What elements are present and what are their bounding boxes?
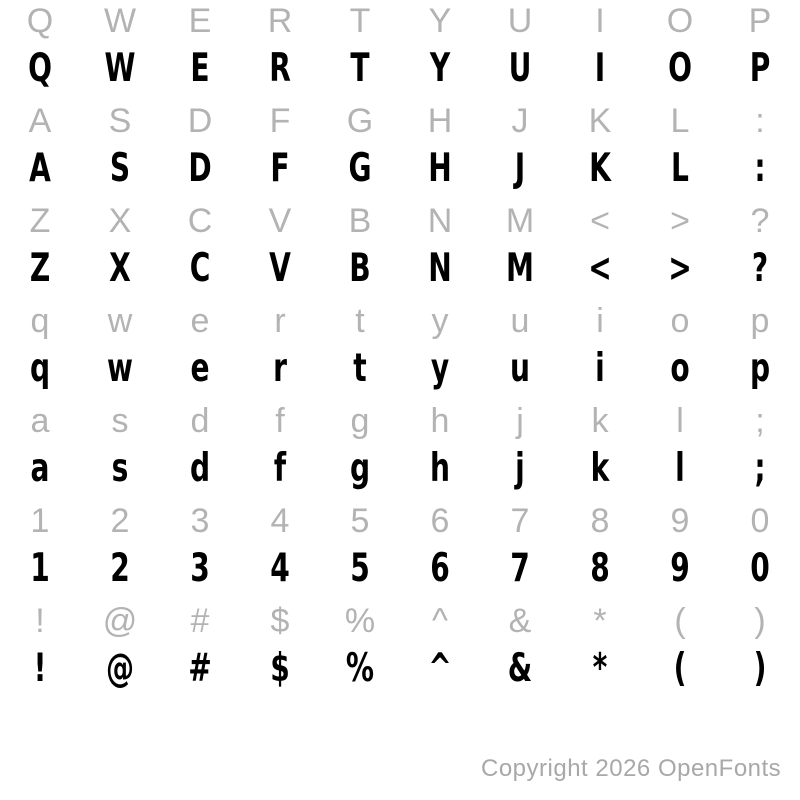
reference-glyph: y: [431, 302, 449, 340]
specimen-glyph: 2: [110, 546, 130, 591]
reference-glyph: w: [107, 302, 133, 340]
specimen-glyph: :: [754, 146, 766, 191]
reference-glyph: t: [355, 302, 365, 340]
specimen-glyph: k: [590, 446, 610, 491]
specimen-glyph: >: [668, 246, 692, 291]
reference-glyph: E: [188, 2, 212, 40]
specimen-row-uppercase-top-row: [0, 44, 800, 94]
reference-glyph: B: [348, 202, 372, 240]
specimen-glyph: %: [345, 646, 375, 691]
reference-row-symbols-row: [0, 596, 800, 646]
reference-glyph: h: [430, 402, 450, 440]
reference-glyph: @: [102, 602, 138, 640]
reference-glyph: u: [510, 302, 530, 340]
reference-glyph: :: [755, 102, 765, 140]
reference-row-uppercase-home-row: [0, 96, 800, 146]
reference-glyph: ;: [755, 402, 765, 440]
specimen-glyph: I: [594, 46, 606, 91]
specimen-glyph: o: [670, 346, 690, 391]
reference-glyph: K: [588, 102, 612, 140]
specimen-glyph: T: [350, 46, 370, 91]
specimen-glyph: K: [589, 146, 611, 191]
specimen-glyph: h: [429, 446, 450, 491]
reference-glyph: f: [275, 402, 285, 440]
specimen-glyph: U: [508, 46, 532, 91]
specimen-glyph: y: [430, 346, 450, 391]
specimen-glyph: 9: [670, 546, 690, 591]
specimen-glyph: ?: [751, 246, 769, 291]
reference-glyph: 2: [110, 502, 130, 540]
specimen-glyph: !: [33, 646, 47, 691]
reference-glyph: 6: [430, 502, 450, 540]
reference-glyph: 3: [190, 502, 210, 540]
specimen-glyph: D: [188, 146, 212, 191]
specimen-glyph: <: [588, 246, 612, 291]
reference-glyph: 8: [590, 502, 610, 540]
specimen-glyph: u: [509, 346, 530, 391]
reference-glyph: q: [30, 302, 50, 340]
reference-glyph: G: [346, 102, 374, 140]
specimen-glyph: p: [749, 346, 771, 391]
specimen-glyph: 1: [30, 546, 50, 591]
reference-glyph: 0: [750, 502, 770, 540]
reference-glyph: r: [274, 302, 286, 340]
specimen-glyph: X: [109, 246, 131, 291]
reference-glyph: d: [190, 402, 210, 440]
reference-glyph: e: [190, 302, 210, 340]
specimen-glyph: *: [592, 646, 608, 691]
specimen-glyph: s: [111, 446, 129, 491]
reference-row-lowercase-top-row: [0, 296, 800, 346]
reference-glyph: *: [593, 602, 607, 640]
specimen-glyph: A: [29, 146, 51, 191]
specimen-glyph: a: [30, 446, 50, 491]
specimen-glyph: j: [515, 446, 525, 491]
reference-glyph: 4: [270, 502, 290, 540]
reference-glyph: S: [108, 102, 132, 140]
specimen-glyph: S: [109, 146, 131, 191]
reference-glyph: g: [350, 402, 370, 440]
reference-glyph: s: [111, 402, 129, 440]
reference-glyph: !: [35, 602, 45, 640]
specimen-row-lowercase-top-row: [0, 344, 800, 394]
reference-glyph: X: [108, 202, 132, 240]
specimen-glyph: J: [514, 146, 526, 191]
reference-glyph: T: [349, 2, 371, 40]
specimen-glyph: f: [273, 446, 287, 491]
specimen-glyph: l: [675, 446, 685, 491]
reference-glyph: 9: [670, 502, 690, 540]
reference-glyph: R: [267, 2, 293, 40]
specimen-glyph: g: [349, 446, 371, 491]
reference-glyph: F: [269, 102, 291, 140]
reference-glyph: &: [508, 602, 532, 640]
specimen-glyph: B: [349, 246, 371, 291]
copyright-text: Copyright 2026 OpenFonts: [481, 755, 782, 782]
reference-row-digits-row: [0, 496, 800, 546]
specimen-glyph: 6: [430, 546, 450, 591]
specimen-glyph: F: [270, 146, 290, 191]
specimen-row-uppercase-bottom-row: [0, 244, 800, 294]
specimen-glyph: C: [189, 246, 211, 291]
specimen-glyph: E: [190, 46, 210, 91]
specimen-glyph: Z: [29, 246, 51, 291]
reference-glyph: O: [666, 2, 694, 40]
reference-glyph: P: [748, 2, 772, 40]
reference-glyph: I: [595, 2, 605, 40]
reference-glyph: U: [507, 2, 533, 40]
specimen-glyph: 8: [590, 546, 610, 591]
reference-row-lowercase-home-row: [0, 396, 800, 446]
reference-glyph: 1: [30, 502, 50, 540]
specimen-glyph: w: [107, 346, 133, 391]
reference-glyph: M: [505, 202, 535, 240]
specimen-glyph: q: [29, 346, 51, 391]
specimen-glyph: #: [188, 646, 212, 691]
specimen-glyph: P: [749, 46, 771, 91]
reference-glyph: p: [750, 302, 770, 340]
reference-glyph: ?: [750, 202, 770, 240]
specimen-glyph: ;: [754, 446, 766, 491]
specimen-glyph: W: [104, 46, 136, 91]
specimen-glyph: O: [668, 46, 692, 91]
reference-glyph: Q: [26, 2, 54, 40]
reference-glyph: C: [187, 202, 213, 240]
specimen-glyph: 5: [350, 546, 370, 591]
specimen-glyph: t: [353, 346, 367, 391]
reference-glyph: Y: [428, 2, 452, 40]
specimen-glyph: e: [190, 346, 210, 391]
specimen-glyph: Q: [28, 46, 52, 91]
specimen-row-digits-row: [0, 544, 800, 594]
reference-glyph: V: [268, 202, 292, 240]
specimen-glyph: ): [753, 646, 767, 691]
reference-glyph: 7: [510, 502, 530, 540]
reference-glyph: A: [28, 102, 52, 140]
reference-glyph: %: [344, 602, 376, 640]
specimen-glyph: &: [507, 646, 533, 691]
specimen-glyph: ^: [428, 646, 452, 691]
reference-glyph: ): [754, 602, 766, 640]
specimen-glyph: N: [428, 246, 452, 291]
specimen-glyph: i: [595, 346, 605, 391]
specimen-glyph: 0: [750, 546, 770, 591]
reference-row-uppercase-bottom-row: [0, 196, 800, 246]
specimen-glyph: R: [269, 46, 291, 91]
specimen-glyph: 3: [190, 546, 210, 591]
specimen-glyph: G: [348, 146, 372, 191]
specimen-row-symbols-row: [0, 644, 800, 694]
specimen-glyph: H: [428, 146, 452, 191]
specimen-row-lowercase-home-row: [0, 444, 800, 494]
reference-glyph: D: [187, 102, 213, 140]
reference-glyph: 5: [350, 502, 370, 540]
reference-glyph: i: [596, 302, 604, 340]
reference-glyph: o: [670, 302, 690, 340]
reference-row-uppercase-top-row: [0, 0, 800, 46]
reference-glyph: (: [674, 602, 686, 640]
specimen-glyph: d: [189, 446, 211, 491]
reference-glyph: k: [591, 402, 609, 440]
reference-glyph: H: [427, 102, 453, 140]
specimen-glyph: r: [273, 346, 287, 391]
reference-glyph: $: [270, 602, 290, 640]
specimen-glyph: 4: [270, 546, 290, 591]
specimen-row-uppercase-home-row: [0, 144, 800, 194]
reference-glyph: l: [676, 402, 684, 440]
reference-glyph: j: [516, 402, 524, 440]
specimen-glyph: (: [673, 646, 687, 691]
reference-glyph: J: [511, 102, 529, 140]
reference-glyph: a: [30, 402, 50, 440]
reference-glyph: >: [670, 202, 690, 240]
specimen-glyph: V: [269, 246, 291, 291]
specimen-glyph: $: [270, 646, 290, 691]
specimen-glyph: Y: [429, 46, 451, 91]
specimen-glyph: 7: [510, 546, 530, 591]
reference-glyph: <: [590, 202, 610, 240]
reference-glyph: Z: [29, 202, 51, 240]
specimen-glyph: L: [671, 146, 689, 191]
reference-glyph: N: [427, 202, 453, 240]
specimen-glyph: M: [506, 246, 534, 291]
reference-glyph: ^: [432, 602, 448, 640]
reference-glyph: L: [670, 102, 690, 140]
reference-glyph: W: [103, 2, 137, 40]
reference-glyph: #: [190, 602, 210, 640]
specimen-glyph: @: [105, 646, 135, 691]
